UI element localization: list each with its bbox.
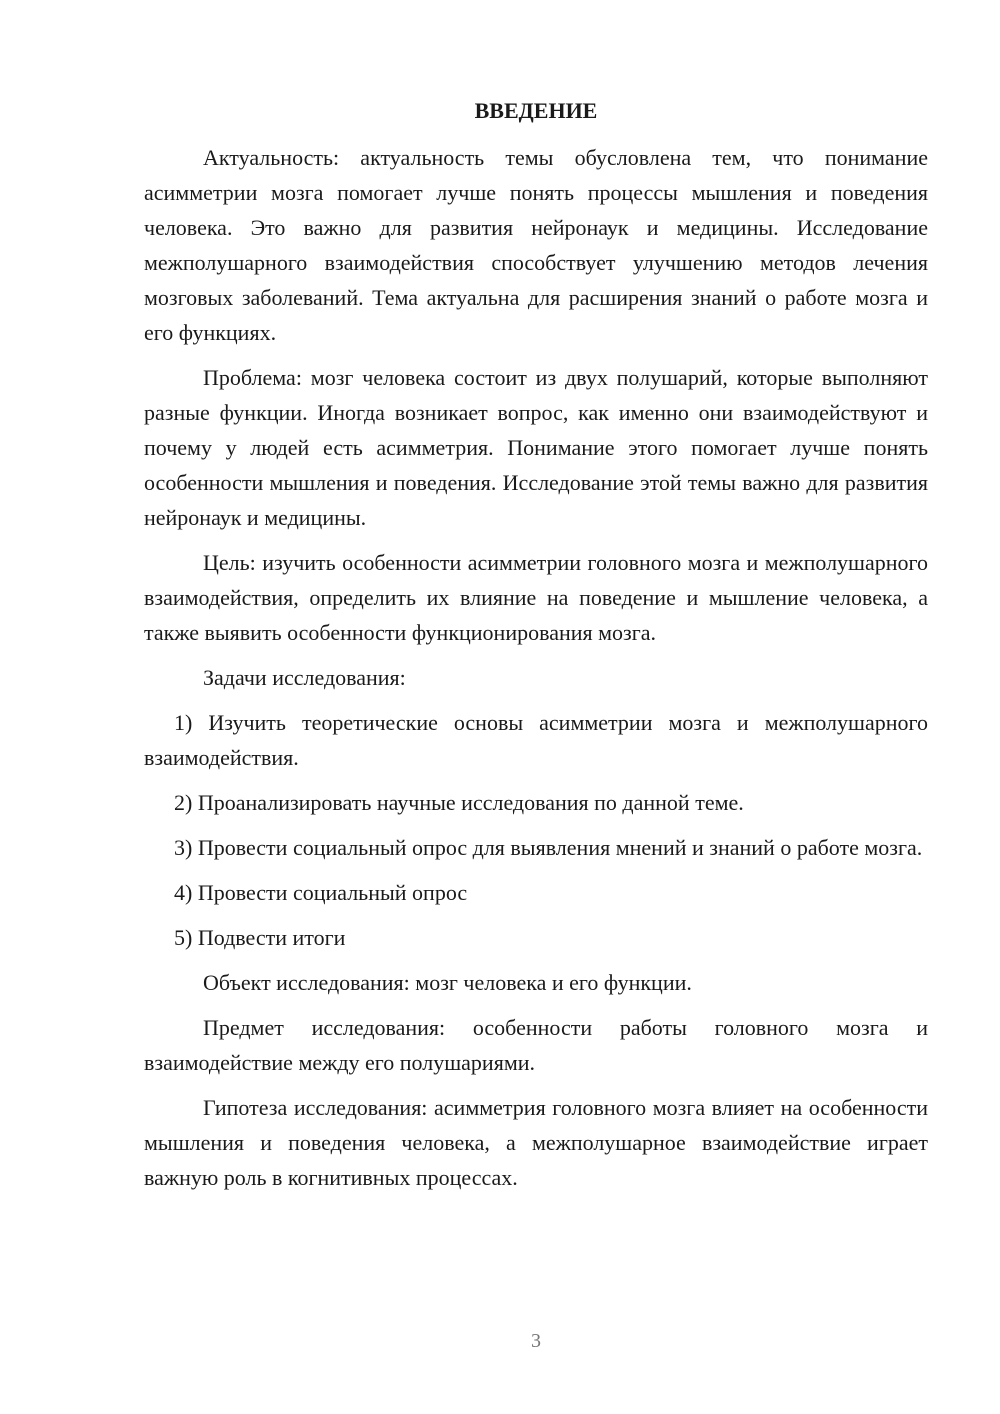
object-paragraph: Объект исследования: мозг человека и его функции. (203, 970, 692, 995)
goal-paragraph: Цель: изучить особенности асимметрии головного мозга и межполушарного взаимодействия, определить их влияние на поведение и мышление человека, а также выявить особенности функционирования мозга. (144, 550, 928, 645)
task-item-3: 3) Провести социальный опрос для выявления мнений и знаний о работе мозга. (174, 835, 923, 860)
subject-paragraph: Предмет исследования: особенности работы головного мозга и взаимодействие между его полушариями. (144, 1015, 928, 1075)
section-heading: ВВЕДЕНИЕ (474, 98, 598, 123)
page-number: 3 (531, 1330, 541, 1352)
task-item-1: 1) Изучить теоретические основы асимметрии мозга и межполушарного взаимодействия. (144, 710, 928, 770)
task-item-4: 4) Провести социальный опрос (174, 880, 468, 905)
problem-paragraph: Проблема: мозг человека состоит из двух полушарий, которые выполняют разные функции. Иногда возникает вопрос, как именно они взаимодействуют и почему у людей есть асимметрия. Понимание этого помогает лучше понять особенности мышления и поведения. Исследование этой темы важно для развития нейронаук и медицины. (144, 365, 928, 530)
hypothesis-paragraph: Гипотеза исследования: асимметрия головного мозга влияет на особенности мышления и поведения человека, а межполушарное взаимодействие играет важную роль в когнитивных процессах. (144, 1095, 928, 1190)
tasks-heading: Задачи исследования: (203, 665, 406, 690)
page-content (144, 93, 928, 1205)
relevance-paragraph: Актуальность: актуальность темы обусловлена тем, что понимание асимметрии мозга помогает лучше понять процессы мышления и поведения человека. Это важно для развития нейронаук и медицины. Исследование межполушарного взаимодействия способствует улучшению методов лечения мозговых заболеваний. Тема актуальна для расширения знаний о работе мозга и его функциях. (144, 145, 928, 345)
task-item-5: 5) Подвести итоги (174, 925, 346, 950)
task-item-2: 2) Проанализировать научные исследования по данной теме. (174, 790, 744, 815)
